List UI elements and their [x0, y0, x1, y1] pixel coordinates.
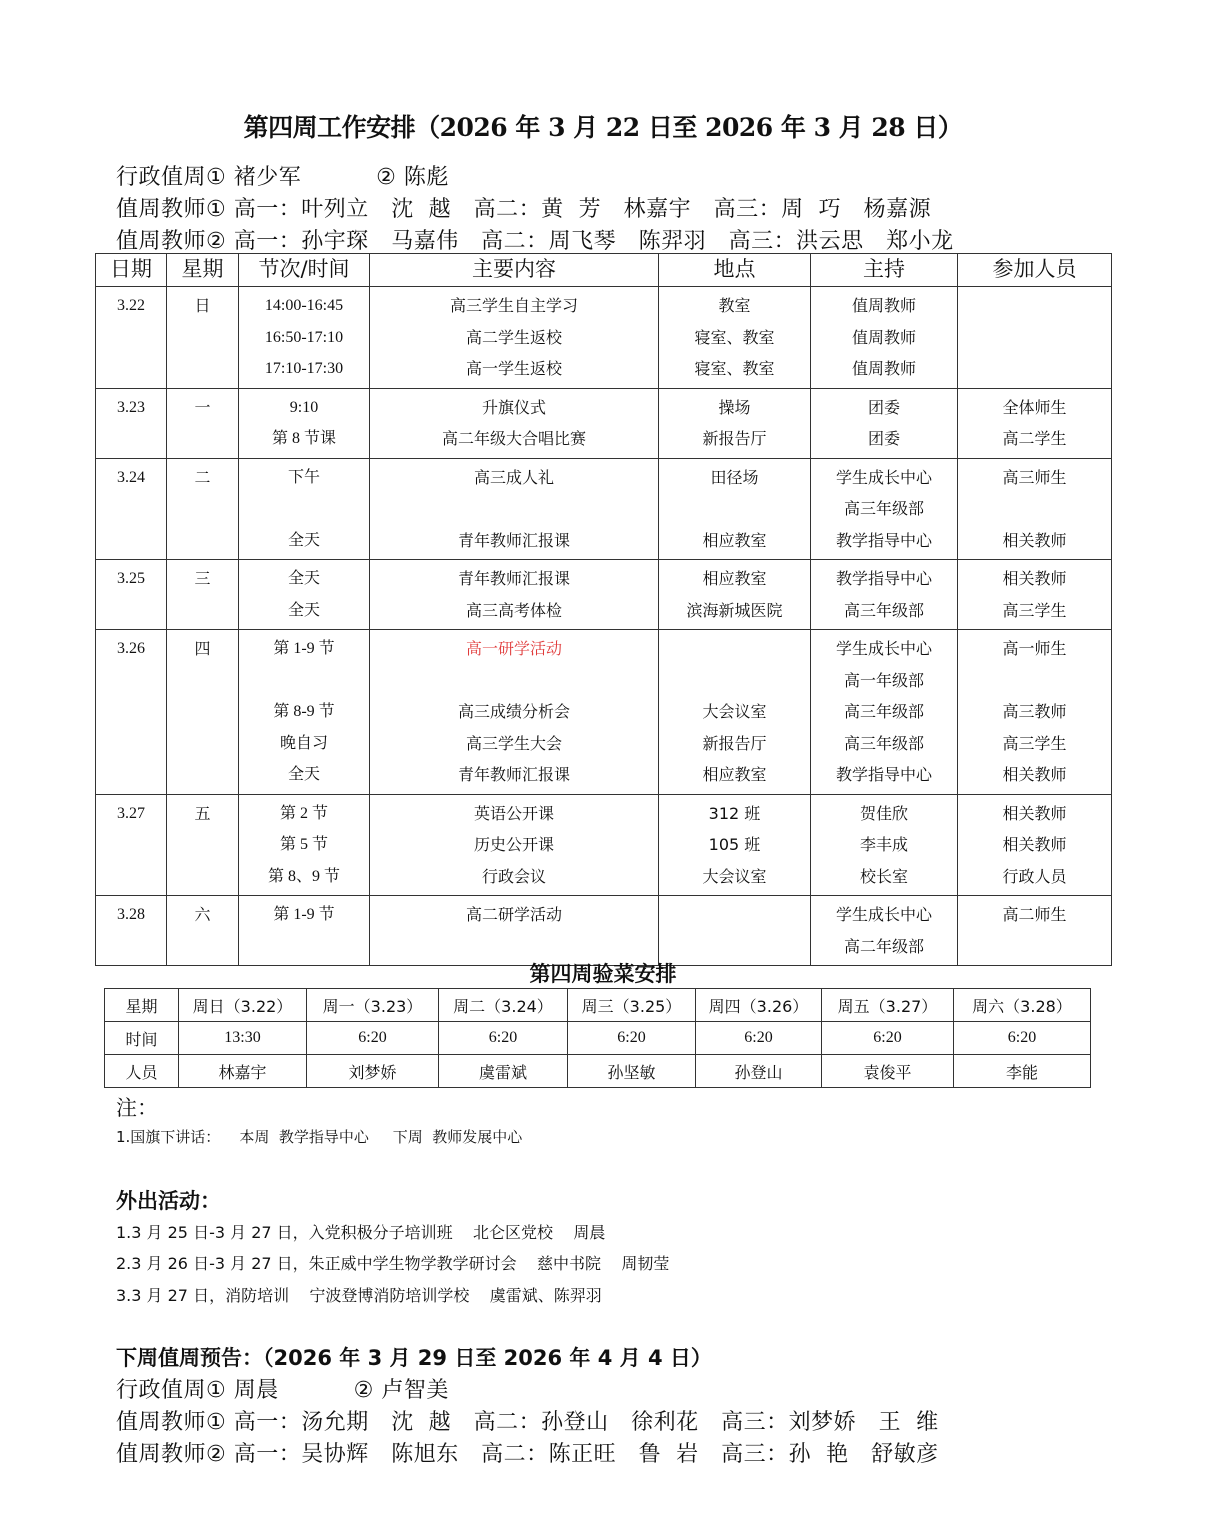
host-line: 高三年级部 — [843, 702, 924, 721]
time-cell — [239, 560, 370, 630]
veg-day: 周六（3.28） — [954, 989, 1091, 1022]
attendees-cell — [958, 794, 1112, 896]
veg-day: 周五（3.27） — [822, 989, 954, 1022]
date-cell — [96, 630, 167, 795]
place-cell — [659, 896, 811, 966]
attendees-cell — [958, 388, 1112, 458]
veg-time: 6:20 — [822, 1022, 954, 1055]
attendees-line — [958, 322, 1111, 354]
veg-person: 孙坚敏 — [568, 1055, 696, 1088]
place-cell — [659, 458, 811, 560]
attendees-cell — [958, 287, 1112, 389]
day-cell — [167, 560, 239, 630]
day-cell — [167, 458, 239, 560]
content-cell — [370, 560, 659, 630]
date-line: 3.27 — [117, 804, 145, 822]
duty-teachers-2-line: 值周教师② 高一：孙宇琛 马嘉伟 高二：周飞琴 陈羿羽 高三：洪云思 郑小龙 — [116, 229, 954, 254]
time-line: 第 2 节 — [279, 804, 328, 822]
place-cell — [659, 287, 811, 389]
header-place: 地点 — [659, 254, 811, 287]
content-cell — [370, 287, 659, 389]
outing-item: 1.3 月 25 日-3 月 27 日，入党积极分子培训班 北仑区党校 周晨 — [116, 1223, 606, 1242]
host-line: 教学指导中心 — [835, 530, 932, 550]
day-line: 三 — [194, 569, 211, 588]
place-line: 相应教室 — [702, 530, 767, 550]
attendees-line: 高三师生 — [1002, 467, 1067, 487]
host-cell — [811, 388, 958, 458]
content-cell — [370, 458, 659, 560]
date-line: 3.24 — [117, 468, 145, 486]
veg-time: 6:20 — [568, 1022, 696, 1055]
header-attendees: 参加人员 — [958, 254, 1112, 287]
content-cell — [370, 896, 659, 966]
host-line: 值周教师 — [851, 327, 916, 347]
attendees-line: 高三教师 — [1002, 702, 1067, 721]
place-line — [659, 633, 810, 665]
veg-row-people — [105, 1055, 1091, 1088]
attendees-line: 高一师生 — [1002, 639, 1067, 658]
veg-person: 李能 — [954, 1055, 1091, 1088]
content-line: 高一学生返校 — [465, 359, 562, 378]
time-cell — [239, 388, 370, 458]
time-line: 下午 — [287, 468, 320, 486]
header-time: 节次/时间 — [239, 254, 370, 287]
place-line: 田径场 — [710, 467, 759, 487]
content-line: 历史公开课 — [473, 835, 554, 854]
host-line: 高三年级部 — [843, 733, 924, 753]
host-line: 团委 — [867, 429, 900, 448]
veg-time: 6:20 — [439, 1022, 568, 1055]
schedule-header-row — [96, 254, 1112, 287]
attendees-line: 全体师生 — [1002, 397, 1067, 417]
next-admin-duty-line: 行政值周① 周晨 ② 卢智美 — [116, 1378, 449, 1403]
attendees-line — [958, 665, 1111, 697]
time-line: 全天 — [287, 601, 320, 619]
content-line: 高三学生大会 — [465, 733, 562, 753]
time-line: 全天 — [287, 766, 320, 783]
host-line: 高三年级部 — [843, 499, 924, 518]
schedule-row — [96, 388, 1112, 458]
place-line: 寝室、教室 — [694, 359, 775, 378]
schedule-row — [96, 896, 1112, 966]
time-line: 第 8-9 节 — [273, 703, 335, 720]
place-line: 滨海新城医院 — [686, 600, 783, 620]
attendees-line: 相关教师 — [1002, 803, 1067, 823]
host-cell — [811, 896, 958, 966]
day-cell — [167, 794, 239, 896]
place-cell — [659, 560, 811, 630]
host-line: 学生成长中心 — [835, 905, 932, 924]
page-title: 第四周工作安排（2026 年 3 月 22 日至 2026 年 3 月 28 日） — [243, 113, 963, 142]
place-line: 105 班 — [708, 835, 761, 854]
day-line: 四 — [194, 639, 211, 658]
veg-day: 周日（3.22） — [179, 989, 307, 1022]
content-line: 高二学生返校 — [465, 327, 562, 347]
veg-time: 6:20 — [954, 1022, 1091, 1055]
place-line: 312 班 — [708, 803, 761, 823]
place-line: 操场 — [718, 397, 751, 417]
next-duty-teachers-1-line: 值周教师① 高一：汤允期 沈 越 高二：孙登山 徐利花 高三：刘梦娇 王 维 — [116, 1410, 939, 1435]
veg-time: 13:30 — [179, 1022, 307, 1055]
veg-label-time: 时间 — [105, 1022, 179, 1055]
attendees-line: 高三学生 — [1002, 733, 1067, 753]
place-line: 寝室、教室 — [694, 327, 775, 347]
veg-time: 6:20 — [307, 1022, 439, 1055]
time-cell — [239, 896, 370, 966]
content-line: 青年教师汇报课 — [457, 569, 570, 588]
host-line: 团委 — [867, 397, 900, 417]
day-cell — [167, 287, 239, 389]
host-line: 值周教师 — [851, 296, 916, 315]
schedule-row — [96, 794, 1112, 896]
day-line: 一 — [194, 397, 211, 417]
time-line: 16:50-17:10 — [264, 328, 344, 346]
host-line: 李丰成 — [859, 835, 908, 854]
veg-day: 周二（3.24） — [439, 989, 568, 1022]
veg-day: 周一（3.23） — [307, 989, 439, 1022]
veg-label-day: 星期 — [105, 989, 179, 1022]
content-line: 高三学生自主学习 — [449, 296, 578, 315]
attendees-cell — [958, 630, 1112, 795]
content-line: 高二研学活动 — [465, 905, 562, 924]
veg-day: 周三（3.25） — [568, 989, 696, 1022]
host-cell — [811, 287, 958, 389]
content-cell — [370, 388, 659, 458]
attendees-line: 相关教师 — [1002, 835, 1067, 854]
attendees-cell — [958, 896, 1112, 966]
notes-heading: 注： — [116, 1096, 158, 1120]
duty-teachers-1-line: 值周教师① 高一：叶列立 沈 越 高二：黄 芳 林嘉宇 高三：周 巧 杨嘉源 — [116, 197, 932, 222]
time-cell — [239, 287, 370, 389]
schedule-row — [96, 458, 1112, 560]
content-cell — [370, 630, 659, 795]
admin-duty-line: 行政值周① 褚少军 ② 陈彪 — [116, 165, 449, 190]
content-line: 高三成人礼 — [473, 467, 554, 487]
time-line: 第 1-9 节 — [273, 906, 335, 923]
content-line — [370, 665, 658, 697]
place-cell — [659, 388, 811, 458]
attendees-cell — [958, 458, 1112, 560]
place-line: 新报告厅 — [702, 733, 767, 753]
host-line: 教学指导中心 — [835, 765, 932, 784]
attendees-line: 相关教师 — [1002, 530, 1067, 550]
host-line: 高三年级部 — [843, 600, 924, 620]
veg-person: 虞雷斌 — [439, 1055, 568, 1088]
time-cell — [239, 794, 370, 896]
schedule-row — [96, 630, 1112, 795]
host-line: 贺佳欣 — [859, 803, 908, 823]
date-line: 3.25 — [117, 570, 145, 587]
date-line: 3.22 — [117, 297, 145, 314]
veg-row-times — [105, 1022, 1091, 1055]
veg-person: 孙登山 — [696, 1055, 822, 1088]
date-line: 3.23 — [117, 398, 145, 416]
veg-time: 6:20 — [696, 1022, 822, 1055]
veg-row-days — [105, 989, 1091, 1022]
time-line: 14:00-16:45 — [264, 297, 344, 314]
time-line: 第 1-9 节 — [273, 640, 335, 657]
content-line: 高三高考体检 — [465, 600, 562, 620]
time-line: 9:10 — [289, 398, 319, 416]
date-cell — [96, 388, 167, 458]
header-day: 星期 — [167, 254, 239, 287]
day-line: 五 — [194, 803, 211, 823]
place-cell — [659, 794, 811, 896]
content-line: 青年教师汇报课 — [457, 530, 570, 550]
host-cell — [811, 794, 958, 896]
place-line: 相应教室 — [702, 569, 767, 588]
attendees-cell — [958, 560, 1112, 630]
attendees-line: 高三学生 — [1002, 600, 1067, 620]
date-cell — [96, 896, 167, 966]
host-line: 高一年级部 — [843, 670, 924, 690]
place-line: 大会议室 — [702, 702, 767, 721]
next-week-heading: 下周值周预告：（2026 年 3 月 29 日至 2026 年 4 月 4 日） — [116, 1346, 712, 1370]
attendees-line: 高二学生 — [1002, 429, 1067, 448]
attendees-line: 相关教师 — [1002, 569, 1067, 588]
time-cell — [239, 630, 370, 795]
weekly-schedule-table — [95, 253, 1112, 966]
time-line: 全天 — [287, 570, 320, 587]
content-line: 高一研学活动 — [465, 639, 562, 658]
date-cell — [96, 458, 167, 560]
host-line: 高二年级部 — [843, 936, 924, 956]
host-line: 教学指导中心 — [835, 569, 932, 588]
outing-item: 2.3 月 26 日-3 月 27 日，朱正威中学生物学教学研讨会 慈中书院 周韧莹 — [116, 1254, 670, 1273]
date-cell — [96, 287, 167, 389]
veg-person: 袁俊平 — [822, 1055, 954, 1088]
next-duty-teachers-2-line: 值周教师② 高一：吴协辉 陈旭东 高二：陈正旺 鲁 岩 高三：孙 艳 舒敏彦 — [116, 1442, 939, 1467]
note-item: 1.国旗下讲话： 本周 教学指导中心 下周 教师发展中心 — [116, 1128, 523, 1146]
place-cell — [659, 630, 811, 795]
time-line: 全天 — [287, 531, 320, 549]
veg-person: 刘梦娇 — [307, 1055, 439, 1088]
place-line — [659, 899, 810, 931]
schedule-row — [96, 560, 1112, 630]
host-cell — [811, 560, 958, 630]
attendees-line: 高二师生 — [1002, 905, 1067, 924]
content-line: 高三成绩分析会 — [457, 702, 570, 721]
host-cell — [811, 458, 958, 560]
time-line: 晚自习 — [279, 734, 328, 752]
header-content: 主要内容 — [370, 254, 659, 287]
content-line: 青年教师汇报课 — [457, 765, 570, 784]
attendees-line — [958, 353, 1111, 385]
content-cell — [370, 794, 659, 896]
day-line: 二 — [194, 467, 211, 487]
date-cell — [96, 560, 167, 630]
place-line — [659, 665, 810, 697]
veg-label-people: 人员 — [105, 1055, 179, 1088]
time-line — [239, 665, 369, 697]
time-line: 17:10-17:30 — [264, 360, 344, 377]
day-cell — [167, 388, 239, 458]
day-line: 六 — [194, 905, 211, 924]
place-line — [659, 493, 810, 525]
day-cell — [167, 630, 239, 795]
content-line — [370, 493, 658, 525]
place-line: 教室 — [718, 296, 751, 315]
date-cell — [96, 794, 167, 896]
content-line: 高二年级大合唱比赛 — [441, 429, 586, 448]
place-line: 新报告厅 — [702, 429, 767, 448]
header-date: 日期 — [96, 254, 167, 287]
content-line: 行政会议 — [481, 866, 546, 886]
date-line: 3.26 — [117, 640, 145, 657]
time-line — [239, 493, 369, 525]
attendees-line: 相关教师 — [1002, 765, 1067, 784]
veg-person: 林嘉宇 — [179, 1055, 307, 1088]
time-line: 第 8 节课 — [271, 430, 336, 447]
host-line: 学生成长中心 — [835, 467, 932, 487]
time-cell — [239, 458, 370, 560]
veg-day: 周四（3.26） — [696, 989, 822, 1022]
vegetable-inspection-title: 第四周验菜安排 — [529, 962, 677, 986]
attendees-line: 行政人员 — [1002, 866, 1067, 886]
host-cell — [811, 630, 958, 795]
time-line: 第 8、9 节 — [267, 867, 340, 885]
content-line: 升旗仪式 — [481, 397, 546, 417]
host-line: 学生成长中心 — [835, 639, 932, 658]
schedule-row — [96, 287, 1112, 389]
vegetable-inspection-table — [104, 988, 1091, 1088]
outing-item: 3.3 月 27 日，消防培训 宁波登博消防培训学校 虞雷斌、陈羿羽 — [116, 1286, 602, 1305]
day-line: 日 — [194, 296, 211, 315]
day-cell — [167, 896, 239, 966]
place-line: 相应教室 — [702, 765, 767, 784]
time-line: 第 5 节 — [279, 836, 328, 853]
attendees-line — [958, 290, 1111, 322]
place-line: 大会议室 — [702, 866, 767, 886]
outings-heading: 外出活动： — [116, 1189, 221, 1213]
attendees-line — [958, 493, 1111, 525]
header-host: 主持 — [811, 254, 958, 287]
host-line: 校长室 — [859, 866, 908, 886]
date-line: 3.28 — [117, 906, 145, 923]
content-line: 英语公开课 — [473, 803, 554, 823]
host-line: 值周教师 — [851, 359, 916, 378]
